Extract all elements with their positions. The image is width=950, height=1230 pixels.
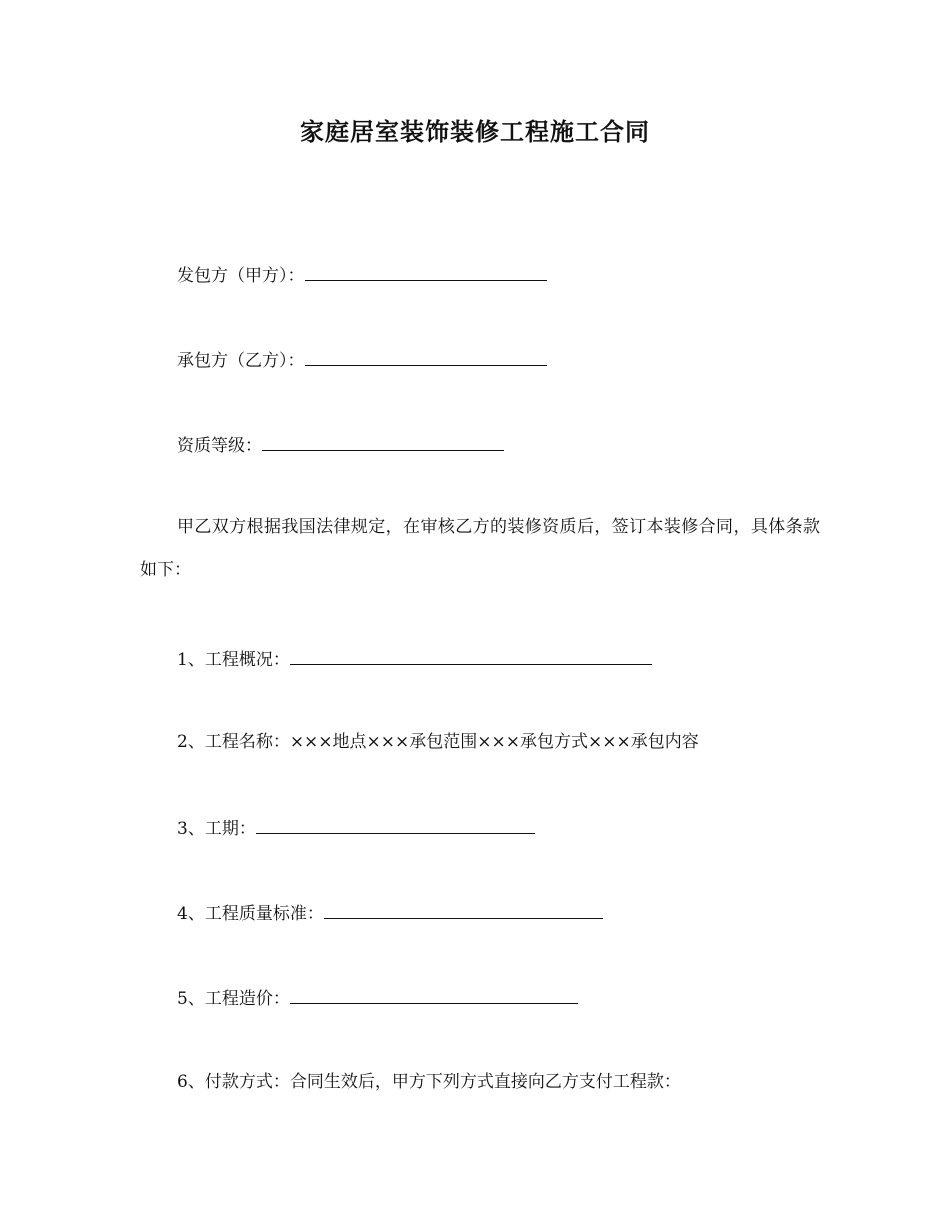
item-4-field xyxy=(177,900,603,926)
item-1-label: 1、工程概况： xyxy=(177,650,290,670)
item-6-text: 6、付款方式：合同生效后，甲方下列方式直接向乙方支付工程款： xyxy=(177,1072,681,1092)
item-1-blank[interactable] xyxy=(290,646,652,665)
item-5-blank[interactable] xyxy=(290,985,578,1004)
intro-paragraph: 甲乙双方根据我国法律规定，在审核乙方的装修资质后，签订本装修合同，具体条款如下： xyxy=(140,517,820,580)
item-5-label: 5、工程造价： xyxy=(177,989,290,1009)
party-b-blank[interactable] xyxy=(305,347,547,366)
party-a-label: 发包方（甲方）： xyxy=(177,266,305,286)
item-2-text: 2、工程名称：×××地点×××承包范围×××承包方式×××承包内容 xyxy=(177,732,699,752)
item-3-blank[interactable] xyxy=(256,815,535,834)
party-a-blank[interactable] xyxy=(305,262,547,281)
party-b-label: 承包方（乙方）： xyxy=(177,351,305,371)
qualification-field xyxy=(177,432,504,458)
item-1-field xyxy=(177,646,652,672)
qualification-blank[interactable] xyxy=(262,432,504,451)
party-b-field xyxy=(177,347,547,373)
item-3-label: 3、工期： xyxy=(177,819,256,839)
document-title: 家庭居室装饰装修工程施工合同 xyxy=(300,118,650,146)
item-3-field xyxy=(177,815,535,841)
qualification-label: 资质等级： xyxy=(177,436,262,456)
item-4-label: 4、工程质量标准： xyxy=(177,904,324,924)
item-4-blank[interactable] xyxy=(324,900,603,919)
party-a-field xyxy=(177,262,547,288)
item-5-field xyxy=(177,985,578,1011)
